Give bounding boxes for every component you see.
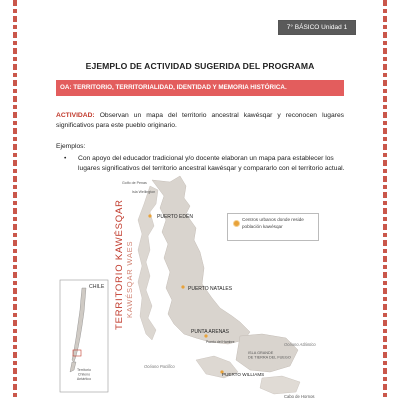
legend-point-icon xyxy=(233,220,240,227)
inset-antarctic-label: Territorio Chileno Antártico xyxy=(76,368,92,381)
territory-subtitle: KAWÉSQAR WAES xyxy=(125,240,134,318)
inset-chile-label: CHILE xyxy=(89,284,105,290)
label-golfo-penas: Golfo de Penas xyxy=(122,181,147,185)
label-punta-arenas: PUNTA ARENAS xyxy=(191,329,229,335)
inset-map-chile xyxy=(60,280,108,392)
activity-label: ACTIVIDAD: xyxy=(56,112,95,119)
map-legend xyxy=(227,213,319,241)
bullet-text: Con apoyo del educador tradicional y/o docente elaboran un mapa para establecer los lugares significativos del territorio ancestral kawésqar y compararlo con el territorio actual. xyxy=(78,155,345,172)
label-puerto-hambre: Puerto del Hambre xyxy=(206,340,235,344)
grade-unit-badge: 7° BÁSICO Unidad 1 xyxy=(278,20,356,35)
point-puerto-natales xyxy=(181,285,184,288)
label-cabo-hornos: Cabo de Hornos xyxy=(284,394,315,399)
label-oceano-atlantico: Océano Atlántico xyxy=(284,342,316,347)
territory-title: TERRITORIO KAWÉSQAR xyxy=(114,199,125,330)
label-oceano-pacifico: Océano Pacífico xyxy=(144,364,175,369)
label-puerto-eden: PUERTO EDÉN xyxy=(157,214,193,220)
point-puerto-eden xyxy=(148,214,151,217)
legend-text: Centros urbanos donde reside población kawésqar xyxy=(242,217,304,229)
bullet-icon: • xyxy=(64,155,67,162)
activity-text: Observan un mapa del territorio ancestral kawésqar y reconocen lugares significativos para este pueblo originario. xyxy=(56,112,345,129)
territory-land xyxy=(138,176,300,394)
examples-label: Ejemplos: xyxy=(56,143,86,150)
oa-banner: OA: TERRITORIO, TERRITORIALIDAD, IDENTIDAD Y MEMORIA HISTÓRICA. xyxy=(56,80,344,96)
label-puerto-williams: PUERTO WILLIAMS xyxy=(222,372,265,377)
label-isla-wellington: Isla Wellington xyxy=(132,190,156,194)
label-isla-grande: ISLA GRANDE DE TIERRA DEL FUEGO xyxy=(248,351,291,360)
page-title: EJEMPLO DE ACTIVIDAD SUGERIDA DEL PROGRAMA xyxy=(85,61,315,71)
label-puerto-natales: PUERTO NATALES xyxy=(188,286,233,292)
